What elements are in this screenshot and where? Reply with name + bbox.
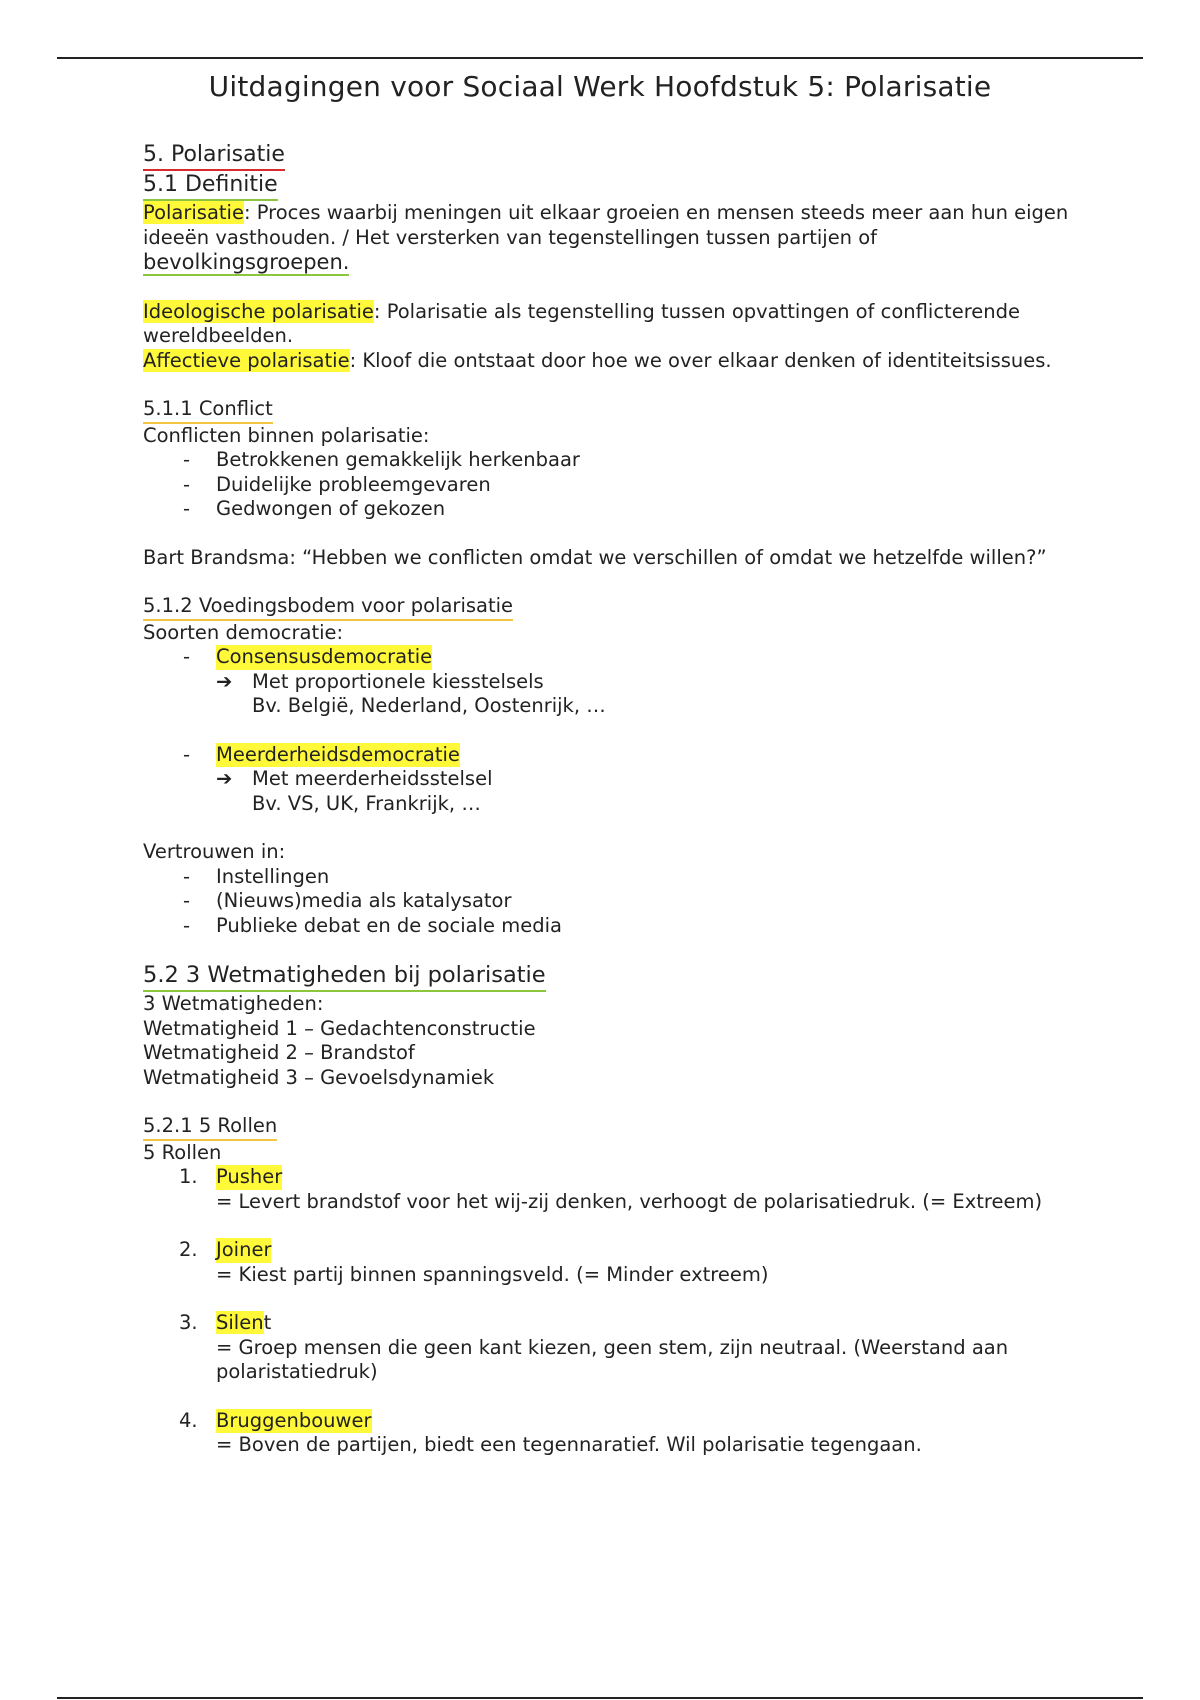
bottom-rule [57, 1697, 1143, 1699]
arrow-item: ➔ Met meerderheidsstelsel [216, 767, 493, 790]
role-pusher: Pusher [216, 1165, 283, 1188]
definition-tail: bevolkingsgroepen. [143, 250, 350, 274]
role-item: 1. Pusher [179, 1165, 283, 1188]
arrow-icon: ➔ [216, 767, 233, 790]
list-item: - Consensusdemocratie [183, 645, 433, 668]
list-item: - (Nieuws)media als katalysator [183, 889, 512, 912]
example-line: Bv. VS, UK, Frankrijk, … [252, 791, 481, 815]
brandsma-quote: Bart Brandsma: “Hebben we conflicten omdat we verschillen of omdat we hetzelfde willen?” [143, 545, 1047, 569]
role-item: 4. Bruggenbouwer [179, 1408, 372, 1432]
role-item: 3. Silent [179, 1311, 272, 1334]
term-meerderheid: Meerderheidsdemocratie [216, 742, 460, 766]
list-item: - Betrokkenen gemakkelijk herkenbaar [183, 448, 580, 471]
role-bruggenbouwer: Bruggenbouwer [216, 1408, 372, 1432]
role-description: = Kiest partij binnen spanningsveld. (= Minder extreem) [216, 1262, 769, 1286]
heading-5-1: 5.1 Definitie [143, 171, 278, 201]
document-body [143, 141, 1083, 1458]
wetmatigheid-1: Wetmatigheid 1 – Gedachtenconstructie [143, 1016, 536, 1040]
wetmatigheden-intro: 3 Wetmatigheden: [143, 992, 324, 1015]
heading-5-2-1: 5.2.1 5 Rollen [143, 1114, 277, 1141]
role-description: = Groep mensen die geen kant kiezen, geen stem, zijn neutraal. (Weerstand aan polaristatiedruk) [216, 1335, 1009, 1383]
arrow-item: ➔ Met proportionele kiesstelsels [216, 669, 544, 693]
arrow-icon: ➔ [216, 669, 233, 693]
ideologisch-text: : Polarisatie als tegenstelling tussen opvattingen of conflicterende wereldbeelden. [143, 299, 1021, 347]
heading-5: 5. Polarisatie [143, 141, 285, 171]
heading-5-1-2: 5.1.2 Voedingsbodem voor polarisatie [143, 594, 513, 621]
definition-affectief [143, 349, 1083, 374]
definition-polarisatie [143, 201, 1083, 276]
list-item: - Meerderheidsdemocratie [183, 742, 460, 766]
example-line: Bv. België, Nederland, Oostenrijk, … [252, 694, 606, 717]
affectief-text: : Kloof die ontstaat door hoe we over elkaar denken of identiteitsissues. [349, 348, 1052, 372]
term-affectief: Affectieve polarisatie [143, 348, 350, 372]
top-rule [57, 57, 1143, 59]
heading-5-2: 5.2 3 Wetmatigheden bij polarisatie [143, 960, 546, 992]
role-item: 2. Joiner [179, 1238, 272, 1261]
role-silent: Silen [216, 1311, 264, 1334]
wetmatigheid-3: Wetmatigheid 3 – Gevoelsdynamiek [143, 1065, 495, 1089]
document-title: Uitdagingen voor Sociaal Werk Hoofdstuk 5: Polarisatie [208, 70, 992, 103]
wetmatigheid-2: Wetmatigheid 2 – Brandstof [143, 1041, 415, 1064]
role-description: = Levert brandstof voor het wij-zij denken, verhoogt de polarisatiedruk. (= Extreem) [216, 1189, 1043, 1213]
definition-ideologisch [143, 300, 1083, 349]
list-item: - Instellingen [183, 864, 330, 888]
conflict-intro: Conflicten binnen polarisatie: [143, 423, 430, 447]
role-joiner: Joiner [216, 1238, 272, 1261]
rollen-intro: 5 Rollen [143, 1140, 222, 1164]
term-consensus: Consensusdemocratie [216, 645, 433, 668]
democratie-intro: Soorten democratie: [143, 620, 344, 644]
vertrouwen-intro: Vertrouwen in: [143, 840, 286, 863]
term-ideologisch: Ideologische polarisatie [143, 299, 374, 323]
term-polarisatie: Polarisatie [143, 201, 244, 224]
list-item: - Gedwongen of gekozen [183, 497, 446, 520]
role-description: = Boven de partijen, biedt een tegennaratief. Wil polarisatie tegengaan. [216, 1433, 922, 1456]
list-item: - Duidelijke probleemgevaren [183, 472, 491, 496]
list-item: - Publieke debat en de sociale media [183, 913, 562, 937]
definition-text: : Proces waarbij meningen uit elkaar groeien en mensen steeds meer aan hun eigen ideeën vasthouden. / Het versterken van tegenstellingen tussen partijen of [143, 201, 1069, 249]
heading-5-1-1: 5.1.1 Conflict [143, 397, 273, 424]
